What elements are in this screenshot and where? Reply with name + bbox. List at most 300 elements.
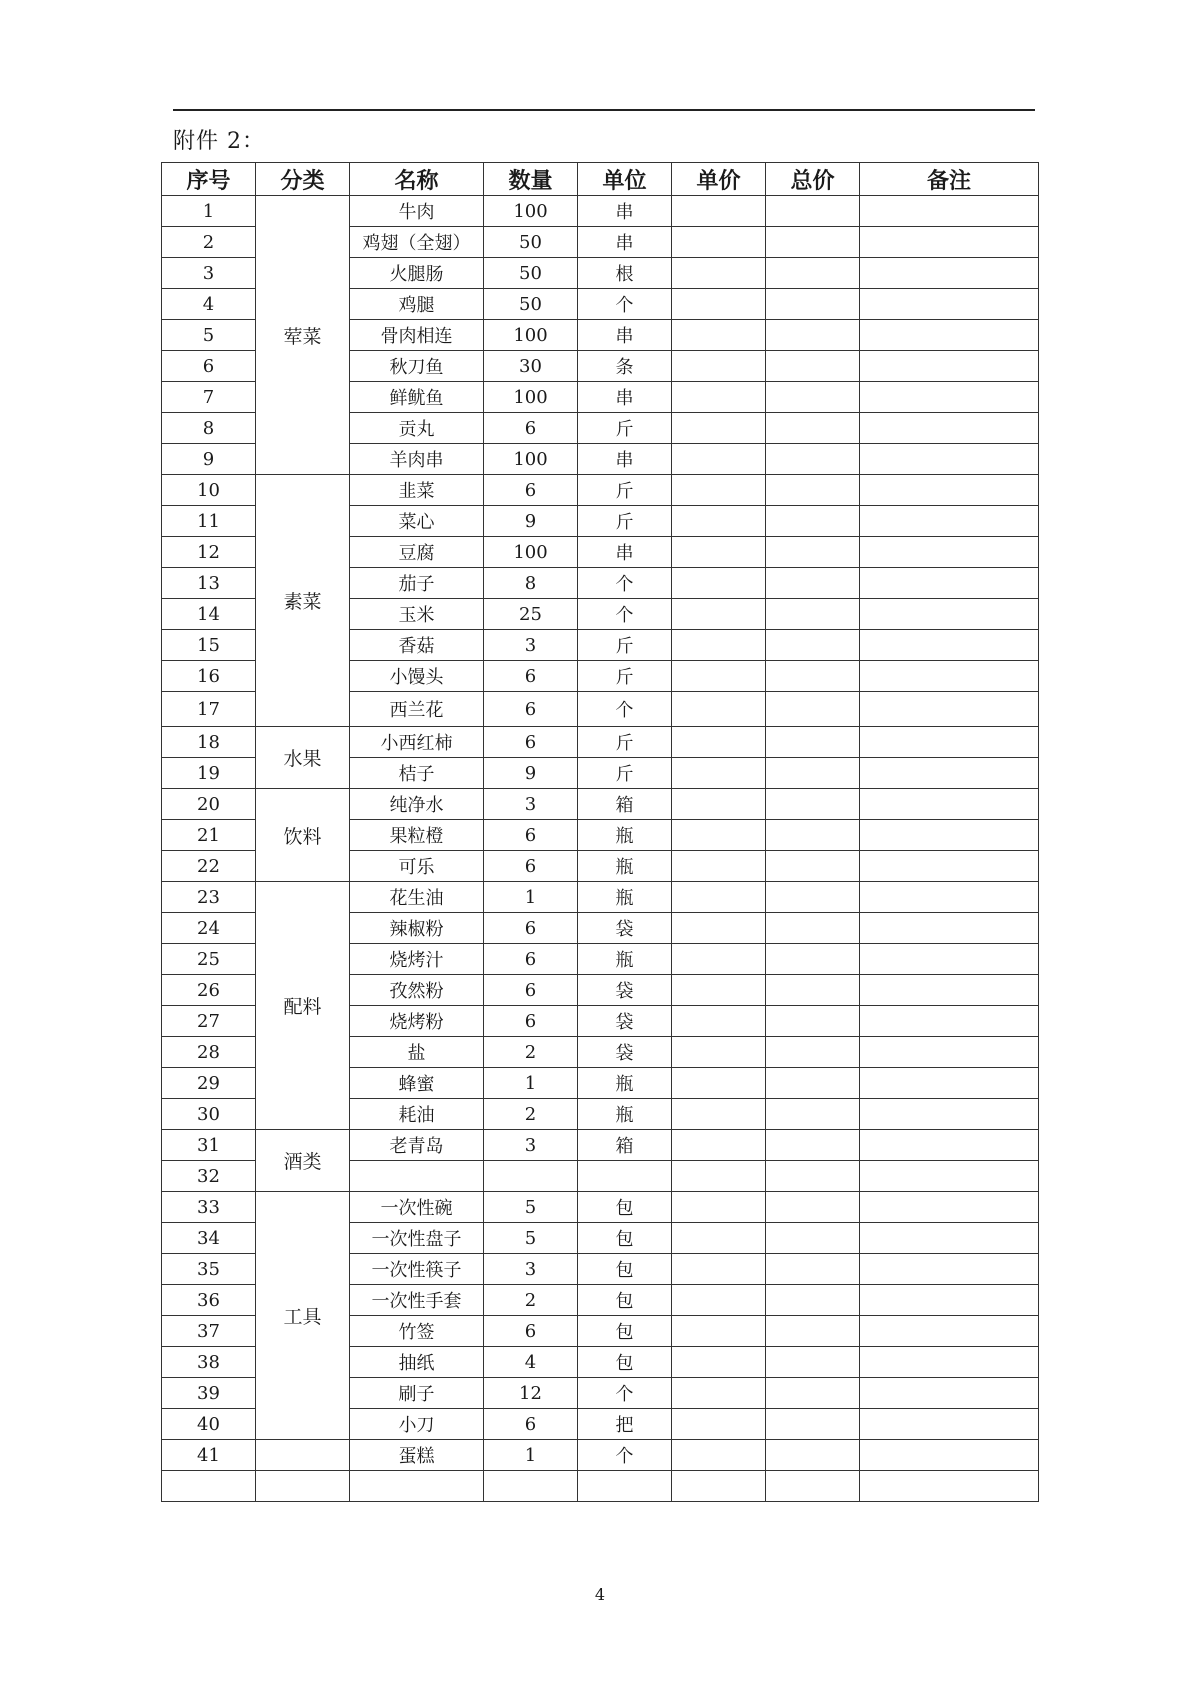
table-header-row [162, 163, 1039, 196]
row-name: 可乐 [350, 851, 484, 882]
row-quantity: 9 [484, 506, 578, 537]
row-name: 秋刀鱼 [350, 351, 484, 382]
row-quantity: 100 [484, 196, 578, 227]
row-quantity: 6 [484, 1409, 578, 1440]
row-unit: 包 [578, 1223, 672, 1254]
row-quantity: 12 [484, 1378, 578, 1409]
row-quantity: 5 [484, 1192, 578, 1223]
row-name [350, 1471, 484, 1502]
row-name: 韭菜 [350, 475, 484, 506]
row-unit: 瓶 [578, 882, 672, 913]
row-name: 蜂蜜 [350, 1068, 484, 1099]
row-unit: 串 [578, 320, 672, 351]
row-total-price[interactable] [766, 1440, 860, 1471]
row-unit-price[interactable] [672, 258, 766, 289]
row-index: 5 [162, 320, 256, 351]
row-unit: 个 [578, 1378, 672, 1409]
row-remarks[interactable] [860, 1471, 1039, 1502]
row-total-price[interactable] [766, 258, 860, 289]
row-quantity: 6 [484, 661, 578, 692]
row-quantity: 3 [484, 1254, 578, 1285]
row-remarks[interactable] [860, 630, 1039, 661]
row-name: 烧烤汁 [350, 944, 484, 975]
row-index: 36 [162, 1285, 256, 1316]
row-remarks[interactable] [860, 1285, 1039, 1316]
table-row [162, 1130, 1039, 1161]
row-total-price[interactable] [766, 196, 860, 227]
row-total-price[interactable] [766, 475, 860, 506]
row-remarks[interactable] [860, 1099, 1039, 1130]
category-cell-fruit: 水果 [256, 727, 350, 789]
row-name: 一次性碗 [350, 1192, 484, 1223]
row-index: 18 [162, 727, 256, 758]
row-remarks[interactable] [860, 568, 1039, 599]
row-index: 6 [162, 351, 256, 382]
row-remarks[interactable] [860, 1347, 1039, 1378]
row-unit: 串 [578, 444, 672, 475]
row-quantity: 6 [484, 413, 578, 444]
row-name: 茄子 [350, 568, 484, 599]
row-quantity: 6 [484, 820, 578, 851]
row-remarks[interactable] [860, 506, 1039, 537]
row-remarks[interactable] [860, 661, 1039, 692]
row-name: 花生油 [350, 882, 484, 913]
row-index: 29 [162, 1068, 256, 1099]
row-unit-price[interactable] [672, 537, 766, 568]
row-unit: 包 [578, 1192, 672, 1223]
row-total-price[interactable] [766, 413, 860, 444]
row-unit: 串 [578, 227, 672, 258]
row-name: 牛肉 [350, 196, 484, 227]
row-unit: 斤 [578, 727, 672, 758]
row-total-price[interactable] [766, 351, 860, 382]
row-total-price[interactable] [766, 1068, 860, 1099]
header-name: 名称 [350, 163, 484, 196]
row-total-price[interactable] [766, 882, 860, 913]
row-unit-price[interactable] [672, 568, 766, 599]
row-total-price[interactable] [766, 568, 860, 599]
row-name: 菜心 [350, 506, 484, 537]
row-name: 蛋糕 [350, 1440, 484, 1471]
row-total-price[interactable] [766, 975, 860, 1006]
row-quantity: 100 [484, 320, 578, 351]
row-index: 15 [162, 630, 256, 661]
row-quantity: 4 [484, 1347, 578, 1378]
row-quantity: 8 [484, 568, 578, 599]
category-cell-beverage: 饮料 [256, 789, 350, 882]
category-cell-empty [256, 1440, 350, 1471]
row-remarks[interactable] [860, 320, 1039, 351]
row-index: 10 [162, 475, 256, 506]
row-remarks[interactable] [860, 1409, 1039, 1440]
row-unit: 包 [578, 1254, 672, 1285]
row-name: 小刀 [350, 1409, 484, 1440]
row-unit-price[interactable] [672, 1378, 766, 1409]
row-unit-price[interactable] [672, 851, 766, 882]
row-index: 7 [162, 382, 256, 413]
row-remarks[interactable] [860, 882, 1039, 913]
row-name: 纯净水 [350, 789, 484, 820]
row-unit-price[interactable] [672, 320, 766, 351]
row-total-price[interactable] [766, 630, 860, 661]
row-quantity: 5 [484, 1223, 578, 1254]
row-index: 23 [162, 882, 256, 913]
row-quantity: 100 [484, 444, 578, 475]
row-unit: 袋 [578, 1037, 672, 1068]
row-unit-price[interactable] [672, 227, 766, 258]
row-index: 31 [162, 1130, 256, 1161]
row-total-price[interactable] [766, 506, 860, 537]
row-remarks[interactable] [860, 913, 1039, 944]
row-total-price[interactable] [766, 289, 860, 320]
row-quantity: 6 [484, 727, 578, 758]
row-index: 40 [162, 1409, 256, 1440]
row-remarks[interactable] [860, 1254, 1039, 1285]
row-unit-price[interactable] [672, 475, 766, 506]
row-unit: 瓶 [578, 851, 672, 882]
row-remarks[interactable] [860, 413, 1039, 444]
row-remarks[interactable] [860, 1440, 1039, 1471]
row-unit-price[interactable] [672, 289, 766, 320]
row-index [162, 1471, 256, 1502]
row-unit: 把 [578, 1409, 672, 1440]
row-unit: 个 [578, 692, 672, 727]
row-index: 9 [162, 444, 256, 475]
row-unit-price[interactable] [672, 661, 766, 692]
header-remarks: 备注 [860, 163, 1039, 196]
row-unit-price[interactable] [672, 382, 766, 413]
row-total-price[interactable] [766, 758, 860, 789]
row-quantity: 3 [484, 630, 578, 661]
row-index: 4 [162, 289, 256, 320]
category-cell-seasoning: 配料 [256, 882, 350, 1130]
row-total-price[interactable] [766, 1285, 860, 1316]
row-unit: 包 [578, 1316, 672, 1347]
row-total-price[interactable] [766, 1006, 860, 1037]
row-total-price[interactable] [766, 944, 860, 975]
row-name [350, 1161, 484, 1192]
row-unit: 瓶 [578, 1068, 672, 1099]
row-index: 20 [162, 789, 256, 820]
row-unit-price[interactable] [672, 727, 766, 758]
row-total-price[interactable] [766, 444, 860, 475]
row-remarks[interactable] [860, 1378, 1039, 1409]
row-total-price[interactable] [766, 320, 860, 351]
row-quantity: 3 [484, 789, 578, 820]
row-name: 盐 [350, 1037, 484, 1068]
row-quantity [484, 1161, 578, 1192]
row-unit-price[interactable] [672, 351, 766, 382]
row-index: 12 [162, 537, 256, 568]
row-unit-price[interactable] [672, 1409, 766, 1440]
row-unit-price[interactable] [672, 1006, 766, 1037]
row-unit-price[interactable] [672, 196, 766, 227]
row-remarks[interactable] [860, 444, 1039, 475]
row-name: 骨肉相连 [350, 320, 484, 351]
row-index: 14 [162, 599, 256, 630]
row-remarks[interactable] [860, 944, 1039, 975]
row-unit-price[interactable] [672, 444, 766, 475]
row-quantity: 9 [484, 758, 578, 789]
row-index: 21 [162, 820, 256, 851]
row-unit: 个 [578, 599, 672, 630]
row-unit-price[interactable] [672, 758, 766, 789]
row-name: 一次性手套 [350, 1285, 484, 1316]
row-remarks[interactable] [860, 289, 1039, 320]
row-unit: 斤 [578, 758, 672, 789]
row-remarks[interactable] [860, 258, 1039, 289]
row-name: 抽纸 [350, 1347, 484, 1378]
row-quantity: 1 [484, 882, 578, 913]
row-remarks[interactable] [860, 1192, 1039, 1223]
row-name: 一次性筷子 [350, 1254, 484, 1285]
row-unit-price[interactable] [672, 789, 766, 820]
category-cell-vegetable: 素菜 [256, 475, 350, 727]
row-unit-price[interactable] [672, 692, 766, 727]
header-total-price: 总价 [766, 163, 860, 196]
row-index: 22 [162, 851, 256, 882]
row-quantity: 50 [484, 258, 578, 289]
table-row [162, 882, 1039, 913]
row-unit: 包 [578, 1285, 672, 1316]
row-unit: 瓶 [578, 944, 672, 975]
row-remarks[interactable] [860, 692, 1039, 727]
table-row [162, 727, 1039, 758]
row-total-price[interactable] [766, 1316, 860, 1347]
row-unit-price[interactable] [672, 1192, 766, 1223]
row-unit: 斤 [578, 413, 672, 444]
category-cell-meat: 荤菜 [256, 196, 350, 475]
row-unit-price[interactable] [672, 820, 766, 851]
row-remarks[interactable] [860, 351, 1039, 382]
row-unit-price[interactable] [672, 1037, 766, 1068]
row-index: 2 [162, 227, 256, 258]
row-total-price[interactable] [766, 913, 860, 944]
row-remarks[interactable] [860, 758, 1039, 789]
table-row [162, 1192, 1039, 1223]
row-total-price[interactable] [766, 1378, 860, 1409]
row-name: 辣椒粉 [350, 913, 484, 944]
row-remarks[interactable] [860, 727, 1039, 758]
row-index: 34 [162, 1223, 256, 1254]
row-unit: 瓶 [578, 1099, 672, 1130]
row-quantity: 2 [484, 1285, 578, 1316]
row-unit-price[interactable] [672, 599, 766, 630]
row-remarks[interactable] [860, 851, 1039, 882]
row-remarks[interactable] [860, 1130, 1039, 1161]
table-row [162, 1471, 1039, 1502]
header-rule [173, 109, 1035, 111]
row-unit-price[interactable] [672, 1223, 766, 1254]
row-index: 32 [162, 1161, 256, 1192]
table-row [162, 1440, 1039, 1471]
row-name: 桔子 [350, 758, 484, 789]
row-name: 小馒头 [350, 661, 484, 692]
row-remarks[interactable] [860, 196, 1039, 227]
row-quantity: 6 [484, 692, 578, 727]
row-index: 27 [162, 1006, 256, 1037]
row-name: 火腿肠 [350, 258, 484, 289]
row-unit-price[interactable] [672, 944, 766, 975]
row-name: 西兰花 [350, 692, 484, 727]
row-unit-price[interactable] [672, 1068, 766, 1099]
row-unit: 斤 [578, 630, 672, 661]
header-category: 分类 [256, 163, 350, 196]
row-name: 果粒橙 [350, 820, 484, 851]
row-unit: 袋 [578, 913, 672, 944]
row-name: 贡丸 [350, 413, 484, 444]
row-remarks[interactable] [860, 1316, 1039, 1347]
page-number: 4 [594, 1585, 606, 1604]
row-unit: 个 [578, 568, 672, 599]
row-unit: 条 [578, 351, 672, 382]
row-index: 11 [162, 506, 256, 537]
row-remarks[interactable] [860, 475, 1039, 506]
row-index: 16 [162, 661, 256, 692]
row-total-price[interactable] [766, 227, 860, 258]
row-total-price[interactable] [766, 1471, 860, 1502]
row-index: 3 [162, 258, 256, 289]
attachment-label: 附件 2： [173, 129, 265, 154]
row-index: 25 [162, 944, 256, 975]
row-unit: 串 [578, 537, 672, 568]
row-index: 37 [162, 1316, 256, 1347]
row-remarks[interactable] [860, 227, 1039, 258]
row-index: 19 [162, 758, 256, 789]
row-quantity: 6 [484, 975, 578, 1006]
row-unit-price[interactable] [672, 913, 766, 944]
row-remarks[interactable] [860, 1037, 1039, 1068]
row-unit-price[interactable] [672, 506, 766, 537]
row-index: 38 [162, 1347, 256, 1378]
row-unit: 斤 [578, 661, 672, 692]
row-unit-price[interactable] [672, 1471, 766, 1502]
row-quantity: 30 [484, 351, 578, 382]
row-index: 39 [162, 1378, 256, 1409]
row-total-price[interactable] [766, 727, 860, 758]
row-quantity: 100 [484, 382, 578, 413]
row-total-price[interactable] [766, 1347, 860, 1378]
row-index: 28 [162, 1037, 256, 1068]
row-quantity [484, 1471, 578, 1502]
row-total-price[interactable] [766, 1409, 860, 1440]
row-unit: 瓶 [578, 820, 672, 851]
row-quantity: 6 [484, 913, 578, 944]
row-quantity: 50 [484, 227, 578, 258]
row-remarks[interactable] [860, 789, 1039, 820]
header-unit: 单位 [578, 163, 672, 196]
row-total-price[interactable] [766, 1192, 860, 1223]
row-quantity: 1 [484, 1440, 578, 1471]
row-total-price[interactable] [766, 661, 860, 692]
row-unit: 斤 [578, 475, 672, 506]
row-remarks[interactable] [860, 1161, 1039, 1192]
row-unit-price[interactable] [672, 1285, 766, 1316]
row-total-price[interactable] [766, 1130, 860, 1161]
row-total-price[interactable] [766, 1254, 860, 1285]
row-unit-price[interactable] [672, 975, 766, 1006]
row-total-price[interactable] [766, 1099, 860, 1130]
row-unit-price[interactable] [672, 1316, 766, 1347]
row-total-price[interactable] [766, 1223, 860, 1254]
row-unit: 个 [578, 289, 672, 320]
row-quantity: 6 [484, 1316, 578, 1347]
row-unit: 个 [578, 1440, 672, 1471]
row-remarks[interactable] [860, 599, 1039, 630]
row-unit-price[interactable] [672, 1347, 766, 1378]
row-unit-price[interactable] [672, 1130, 766, 1161]
row-remarks[interactable] [860, 382, 1039, 413]
row-unit: 箱 [578, 1130, 672, 1161]
row-quantity: 25 [484, 599, 578, 630]
row-total-price[interactable] [766, 851, 860, 882]
row-unit-price[interactable] [672, 1254, 766, 1285]
row-unit-price[interactable] [672, 413, 766, 444]
row-unit-price[interactable] [672, 1161, 766, 1192]
row-total-price[interactable] [766, 789, 860, 820]
row-index: 17 [162, 692, 256, 727]
row-index: 13 [162, 568, 256, 599]
row-total-price[interactable] [766, 820, 860, 851]
row-unit: 串 [578, 196, 672, 227]
row-quantity: 2 [484, 1037, 578, 1068]
row-name: 香菇 [350, 630, 484, 661]
row-remarks[interactable] [860, 1006, 1039, 1037]
row-index: 24 [162, 913, 256, 944]
row-total-price[interactable] [766, 382, 860, 413]
row-remarks[interactable] [860, 537, 1039, 568]
table-row [162, 475, 1039, 506]
row-unit: 根 [578, 258, 672, 289]
row-quantity: 2 [484, 1099, 578, 1130]
row-quantity: 6 [484, 944, 578, 975]
table-row [162, 789, 1039, 820]
row-unit-price[interactable] [672, 1440, 766, 1471]
row-index: 26 [162, 975, 256, 1006]
row-unit-price[interactable] [672, 882, 766, 913]
header-unit-price: 单价 [672, 163, 766, 196]
row-unit [578, 1471, 672, 1502]
row-quantity: 50 [484, 289, 578, 320]
row-unit: 袋 [578, 1006, 672, 1037]
row-quantity: 1 [484, 1068, 578, 1099]
row-total-price[interactable] [766, 692, 860, 727]
row-unit-price[interactable] [672, 1099, 766, 1130]
row-total-price[interactable] [766, 599, 860, 630]
header-quantity: 数量 [484, 163, 578, 196]
row-index: 1 [162, 196, 256, 227]
item-table [161, 162, 1039, 1502]
row-name: 烧烤粉 [350, 1006, 484, 1037]
row-name: 老青岛 [350, 1130, 484, 1161]
row-remarks[interactable] [860, 1068, 1039, 1099]
row-name: 豆腐 [350, 537, 484, 568]
row-unit [578, 1161, 672, 1192]
row-name: 耗油 [350, 1099, 484, 1130]
row-name: 羊肉串 [350, 444, 484, 475]
row-index: 30 [162, 1099, 256, 1130]
row-total-price[interactable] [766, 1037, 860, 1068]
row-total-price[interactable] [766, 537, 860, 568]
row-name: 鸡腿 [350, 289, 484, 320]
row-unit-price[interactable] [672, 630, 766, 661]
header-index: 序号 [162, 163, 256, 196]
row-remarks[interactable] [860, 1223, 1039, 1254]
row-total-price[interactable] [766, 1161, 860, 1192]
row-name: 鲜鱿鱼 [350, 382, 484, 413]
row-remarks[interactable] [860, 820, 1039, 851]
row-remarks[interactable] [860, 975, 1039, 1006]
